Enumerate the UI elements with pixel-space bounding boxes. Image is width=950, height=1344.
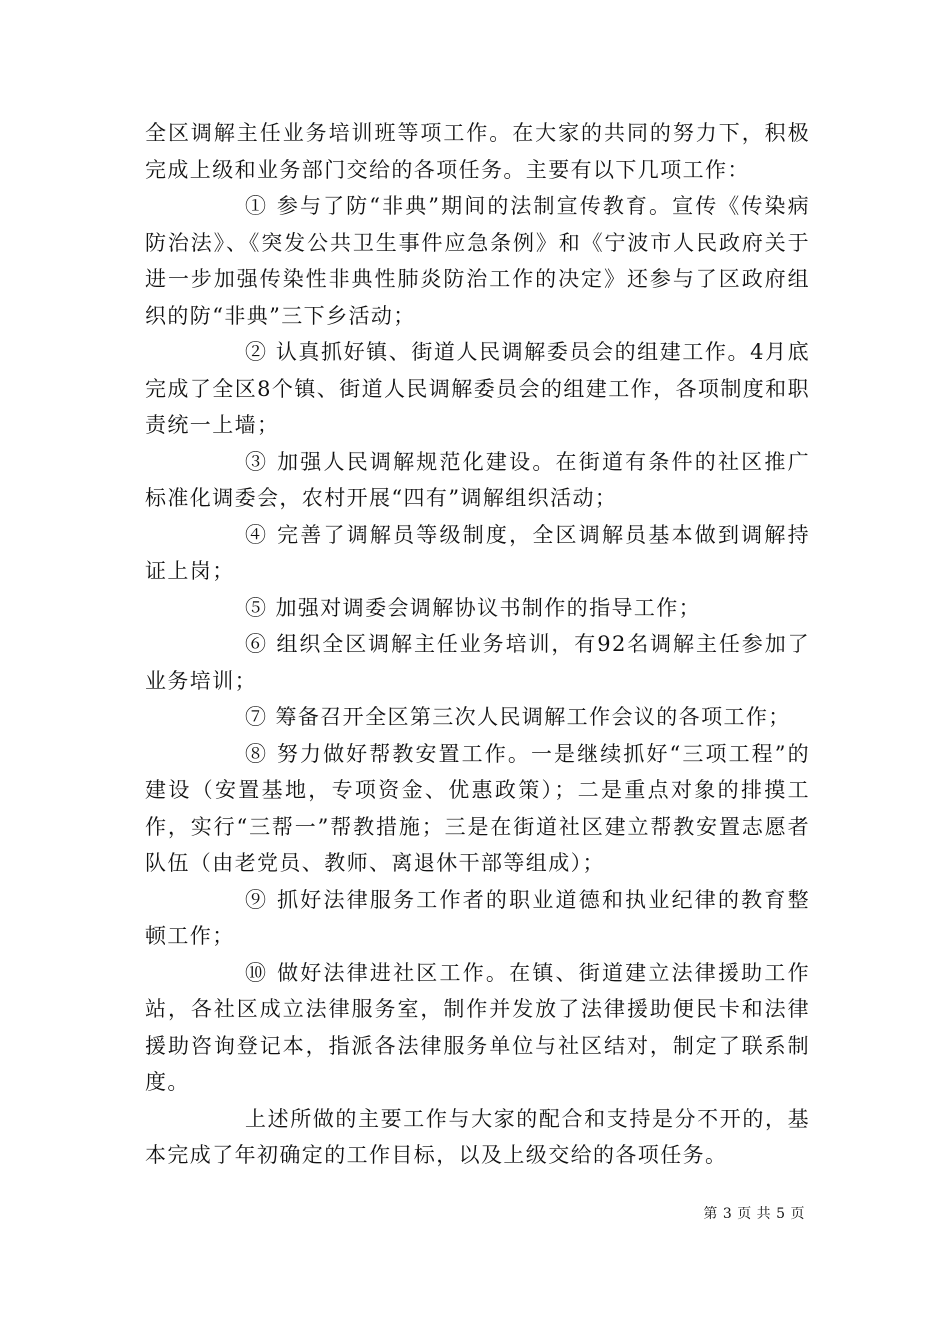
paragraph-item-3: ③ 加强人民调解规范化建设。在街道有条件的社区推广标准化调委会，农村开展“四有”调解组织活动； xyxy=(145,449,810,510)
paragraph-item-1: ① 参与了防“非典”期间的法制宣传教育。宣传《传染病防治法》、《突发公共卫生事件应急条例》和《宁波市人民政府关于进一步加强传染性非典性肺炎防治工作的决定》还参与了区政府组织的防“非典”三下乡活动； xyxy=(145,194,810,328)
paragraph-item-8: ⑧ 努力做好帮教安置工作。一是继续抓好“三项工程”的建设（安置基地，专项资金、优惠政策）；二是重点对象的排摸工作，实行“三帮一”帮教措施；三是在街道社区建立帮教安置志愿者队伍（由老党员、教师、离退休干部等组成）； xyxy=(145,741,810,875)
paragraph-item-2: ② 认真抓好镇、街道人民调解委员会的组建工作。4月底完成了全区8个镇、街道人民调解委员会的组建工作，各项制度和职责统一上墙； xyxy=(145,340,810,437)
paragraph-item-9: ⑨ 抓好法律服务工作者的职业道德和执业纪律的教育整顿工作； xyxy=(145,887,810,948)
paragraph-conclusion: 上述所做的主要工作与大家的配合和支持是分不开的，基本完成了年初确定的工作目标，以及上级交给的各项任务。 xyxy=(145,1106,810,1167)
page-number: 第 3 页 共 5 页 xyxy=(703,1206,805,1222)
paragraph-item-6: ⑥ 组织全区调解主任业务培训，有92名调解主任参加了业务培训； xyxy=(145,632,810,693)
document-body xyxy=(145,115,810,1174)
paragraph-item-5: ⑤ 加强对调委会调解协议书制作的指导工作； xyxy=(245,595,702,620)
paragraph-item-4: ④ 完善了调解员等级制度，全区调解员基本做到调解持证上岗； xyxy=(145,522,810,583)
paragraph-item-7: ⑦ 筹备召开全区第三次人民调解工作会议的各项工作； xyxy=(245,705,791,729)
paragraph-item-10: ⑩ 做好法律进社区工作。在镇、街道建立法律援助工作站，各社区成立法律服务室，制作并发放了法律援助便民卡和法律援助咨询登记本，指派各法律服务单位与社区结对，制定了联系制度。 xyxy=(145,960,810,1094)
paragraph-intro: 全区调解主任业务培训班等项工作。在大家的共同的努力下，积极完成上级和业务部门交给的各项任务。主要有以下几项工作： xyxy=(145,121,810,182)
